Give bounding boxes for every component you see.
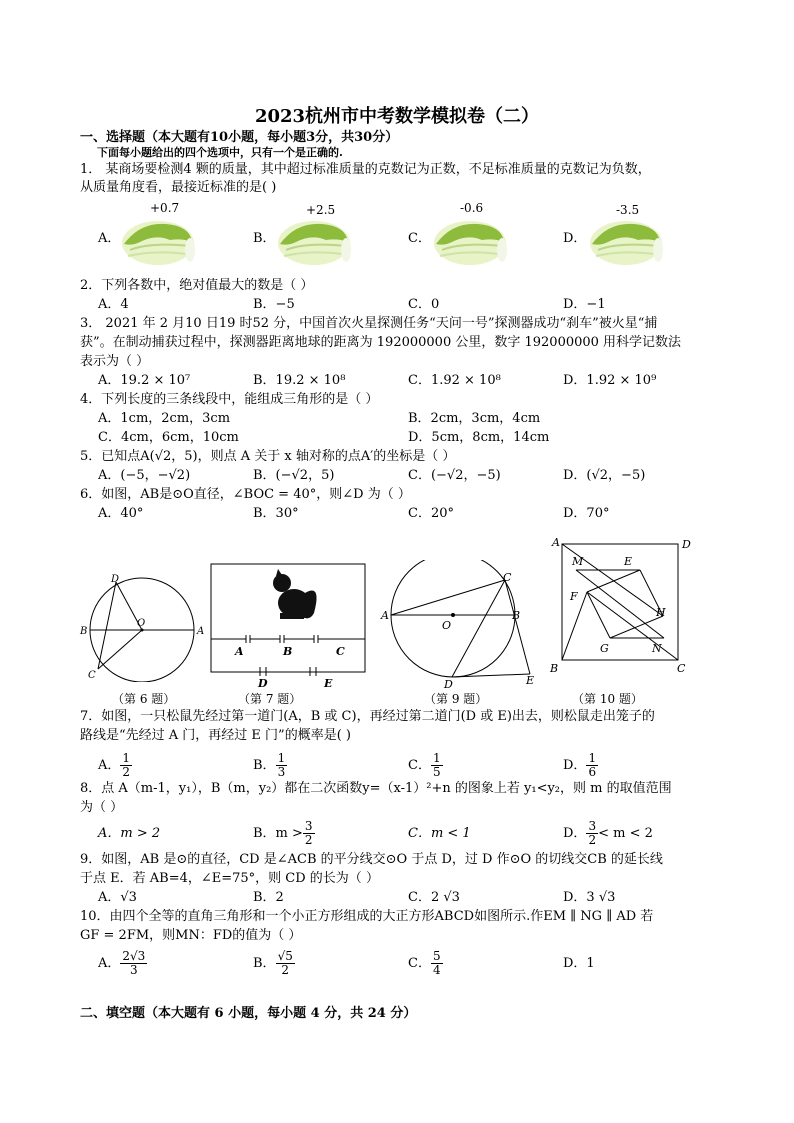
q7-stem-line1: 7．如图，一只松鼠先经过第一道门(A，B 或 C)，再经过第二道门(D 或 E)出去，则松鼠走出笼子的 bbox=[80, 709, 655, 724]
q8-option-c: C．m < 1 bbox=[408, 826, 471, 841]
q6-option-b: B．30° bbox=[253, 506, 299, 521]
q3-stem-line3: 表示为（ ） bbox=[80, 354, 150, 369]
q1-stem-line2: 从质量角度看，最接近标准的是( ) bbox=[80, 180, 277, 195]
fig10-label-n: N bbox=[652, 642, 662, 655]
q7-option-a-num: 1 bbox=[122, 751, 131, 765]
q7-option-b-label: B． bbox=[253, 758, 276, 773]
q1-option-b-label: B． bbox=[253, 231, 276, 246]
fig9-label-d: D bbox=[444, 678, 453, 690]
q7-option-d-label: D． bbox=[563, 758, 587, 773]
q8-option-b-den: 2 bbox=[304, 833, 313, 847]
q2-option-b: B．−5 bbox=[253, 297, 295, 312]
q1-option-d-value: -3.5 bbox=[616, 203, 640, 217]
fig6-label-c: C bbox=[88, 670, 96, 681]
q10-option-b bbox=[253, 950, 295, 977]
q2-option-a: A．4 bbox=[98, 297, 129, 312]
q4-option-c: C．4cm，6cm，10cm bbox=[98, 430, 239, 445]
q10-option-a bbox=[98, 950, 147, 977]
q2-option-c: C．0 bbox=[408, 297, 440, 312]
figure-7 bbox=[210, 563, 366, 691]
q7-option-c bbox=[408, 752, 443, 779]
q8-option-d bbox=[563, 820, 653, 847]
q7-option-b-den: 3 bbox=[277, 765, 286, 779]
q8-option-a: A．m > 2 bbox=[98, 826, 161, 841]
figure-caption-9: （第 9 题） bbox=[424, 692, 488, 706]
section-heading-fill: 二、填空题（本大题有 6 小题，每小题 4 分，共 24 分） bbox=[80, 1006, 417, 1021]
q4-option-a: A．1cm，2cm，3cm bbox=[98, 411, 231, 426]
q10-option-a-num: 2√3 bbox=[122, 949, 146, 963]
q5-option-a: A．(−5，−√2) bbox=[98, 468, 191, 483]
q1-option-d-label: D． bbox=[563, 231, 587, 246]
figure-caption-7: （第 7 题） bbox=[238, 692, 302, 706]
fig9-label-b: B bbox=[512, 609, 521, 622]
fig7-label-d: D bbox=[258, 677, 268, 690]
q1-stem-line1: 1． 某商场要检测4 颗的质量，其中超过标准质量的克数记为正数，不足标准质量的克数记为负数， bbox=[80, 162, 651, 177]
q1-option-d bbox=[588, 200, 664, 270]
q10-option-a-den: 3 bbox=[130, 963, 138, 977]
q5-option-c: C．(−√2，−5) bbox=[408, 468, 501, 483]
fig9-label-a: A bbox=[381, 609, 389, 622]
q1-option-a-value: +0.7 bbox=[150, 201, 180, 215]
fig7-label-b: B bbox=[283, 645, 293, 658]
figure-caption-6: （第 6 题） bbox=[112, 692, 176, 706]
cabbage-icon bbox=[276, 216, 352, 268]
q9-stem-line1: 9．如图，AB 是⊙的直径，CD 是∠ACB 的平分线交⊙O 于点 D，过 D 作⊙O 的切线交CB 的延长线 bbox=[80, 852, 663, 867]
q7-option-c-label: C． bbox=[408, 758, 431, 773]
fig10-label-d: D bbox=[682, 538, 691, 551]
figure-9 bbox=[380, 560, 540, 690]
q8-option-d-den: 2 bbox=[588, 833, 597, 847]
q4-option-b: B．2cm，3cm，4cm bbox=[408, 411, 541, 426]
fig10-label-m: M bbox=[572, 555, 584, 568]
q10-option-c-num: 5 bbox=[432, 949, 441, 963]
q7-option-c-num: 1 bbox=[432, 751, 441, 765]
fig10-label-g: G bbox=[600, 642, 609, 655]
q1-option-a bbox=[120, 200, 196, 270]
fig9-label-o: O bbox=[442, 619, 452, 632]
q3-stem-line1: 3． 2021 年 2 月10 日19 时52 分，中国首次火星探测任务“天问一号”探测器成功“刹车”被火星“捕 bbox=[80, 316, 658, 331]
q7-option-a-den: 2 bbox=[122, 765, 131, 779]
q7-option-a bbox=[98, 752, 132, 779]
q2-stem: 2．下列各数中，绝对值最大的数是（ ） bbox=[80, 278, 314, 293]
q3-stem-line2: 获”。在制动捕获过程中，探测器距离地球的距离为 192000000 公里，数字 192000000 用科学记数法 bbox=[80, 335, 682, 350]
q1-option-a-label: A． bbox=[98, 231, 121, 246]
figure-10 bbox=[546, 534, 696, 678]
q9-option-a: A．√3 bbox=[98, 890, 137, 905]
q8-option-b-num: 3 bbox=[304, 819, 313, 833]
q2-option-d: D．−1 bbox=[563, 297, 606, 312]
fig6-label-d: D bbox=[111, 574, 120, 585]
fig10-label-f: F bbox=[570, 590, 578, 603]
q7-option-a-label: A． bbox=[98, 758, 121, 773]
q1-option-b-value: +2.5 bbox=[306, 203, 336, 217]
q4-stem: 4．下列长度的三条线段中，能组成三角形的是（ ） bbox=[80, 392, 379, 407]
q8-option-b bbox=[253, 820, 315, 847]
q7-option-c-den: 5 bbox=[432, 765, 441, 779]
q6-option-d: D．70° bbox=[563, 506, 610, 521]
fig10-label-c: C bbox=[677, 662, 686, 675]
q3-option-a: A．19.2 × 10⁷ bbox=[98, 373, 191, 388]
q10-option-c bbox=[408, 950, 443, 977]
q5-option-d: D．(√2，−5) bbox=[563, 468, 646, 483]
q8-stem-line1: 8．点 A（m-1，y₁），B（m，y₂）都在二次函数y=（x-1）²+n 的图象上若 y₁<y₂，则 m 的取值范围 bbox=[80, 781, 672, 796]
q7-option-b bbox=[253, 752, 287, 779]
cabbage-icon bbox=[120, 216, 196, 268]
q9-option-b: B．2 bbox=[253, 890, 284, 905]
q10-option-b-den: 2 bbox=[281, 963, 290, 977]
fig10-label-e: E bbox=[624, 555, 633, 568]
fig6-label-o: O bbox=[137, 618, 146, 629]
q6-option-a: A．40° bbox=[98, 506, 144, 521]
q7-option-b-num: 1 bbox=[277, 751, 286, 765]
q1-option-b bbox=[276, 200, 352, 270]
q8-option-d-num: 3 bbox=[588, 819, 597, 833]
q10-stem-line2: GF = 2FM，则MN：FD的值为（ ） bbox=[80, 928, 302, 943]
q8-option-d-label: D． bbox=[563, 826, 587, 841]
q10-option-b-num: √5 bbox=[277, 949, 293, 963]
q7-option-d-num: 1 bbox=[588, 751, 597, 765]
q1-option-c-label: C． bbox=[408, 231, 431, 246]
section-note: 下面每小题给出的四个选项中，只有一个是正确的. bbox=[97, 146, 343, 159]
figure-6 bbox=[78, 570, 210, 682]
q8-stem-line2: 为（ ） bbox=[80, 800, 124, 815]
q7-option-d bbox=[563, 752, 598, 779]
squirrel-icon bbox=[273, 569, 317, 619]
q3-option-b: B．19.2 × 10⁸ bbox=[253, 373, 346, 388]
q10-option-c-label: C． bbox=[408, 956, 431, 971]
q10-option-a-label: A． bbox=[98, 956, 121, 971]
fig7-label-c: C bbox=[336, 645, 345, 658]
fig7-label-e: E bbox=[324, 677, 333, 690]
cabbage-icon bbox=[432, 216, 508, 268]
q6-stem: 6．如图，AB是⊙O直径，∠BOC = 40°，则∠D 为（ ） bbox=[80, 487, 411, 502]
fig6-label-a: A bbox=[197, 626, 205, 637]
q3-option-d: D．1.92 × 10⁹ bbox=[563, 373, 657, 388]
q9-option-c: C．2 √3 bbox=[408, 890, 460, 905]
figure-caption-10: （第 10 题） bbox=[572, 692, 643, 706]
q1-option-c-value: -0.6 bbox=[460, 201, 484, 215]
fig6-label-b: B bbox=[80, 626, 88, 637]
section-heading-choice: 一、选择题（本大题有10小题，每小题3分，共30分） bbox=[80, 130, 399, 145]
fig10-label-a: A bbox=[552, 536, 560, 549]
q4-option-d: D．5cm，8cm，14cm bbox=[408, 430, 550, 445]
q9-option-d: D．3 √3 bbox=[563, 890, 616, 905]
q1-option-c bbox=[432, 200, 508, 270]
q10-stem-line1: 10．由四个全等的直角三角形和一个小正方形组成的大正方形ABCD如图所示.作EM ∥ NG ∥ AD 若 bbox=[80, 909, 654, 924]
q7-stem-line2: 路线是“先经过 A 门，再经过 E 门”的概率是( ) bbox=[80, 728, 351, 743]
q9-stem-line2: 于点 E．若 AB=4，∠E=75°，则 CD 的长为（ ） bbox=[80, 871, 379, 886]
q10-option-b-label: B． bbox=[253, 956, 276, 971]
q8-option-d-rest: < m < 2 bbox=[598, 826, 653, 841]
q10-option-d: D．1 bbox=[563, 956, 595, 971]
fig9-label-c: C bbox=[503, 571, 512, 584]
q5-option-b: B．(−√2，5) bbox=[253, 468, 335, 483]
q3-option-c: C．1.92 × 10⁸ bbox=[408, 373, 501, 388]
q7-option-d-den: 6 bbox=[588, 765, 597, 779]
q6-option-c: C．20° bbox=[408, 506, 454, 521]
fig7-label-a: A bbox=[235, 645, 244, 658]
q5-stem: 5．已知点A(√2，5)，则点 A 关于 x 轴对称的点A′的坐标是（ ） bbox=[80, 449, 456, 464]
cabbage-icon bbox=[588, 216, 664, 268]
q8-option-b-label: B．m > bbox=[253, 826, 303, 841]
fig10-label-h: H bbox=[656, 606, 666, 619]
page-title: 2023杭州市中考数学模拟卷（二） bbox=[254, 106, 540, 127]
fig9-label-e: E bbox=[526, 674, 535, 687]
q10-option-c-den: 4 bbox=[432, 963, 441, 977]
fig10-label-b: B bbox=[550, 662, 559, 675]
